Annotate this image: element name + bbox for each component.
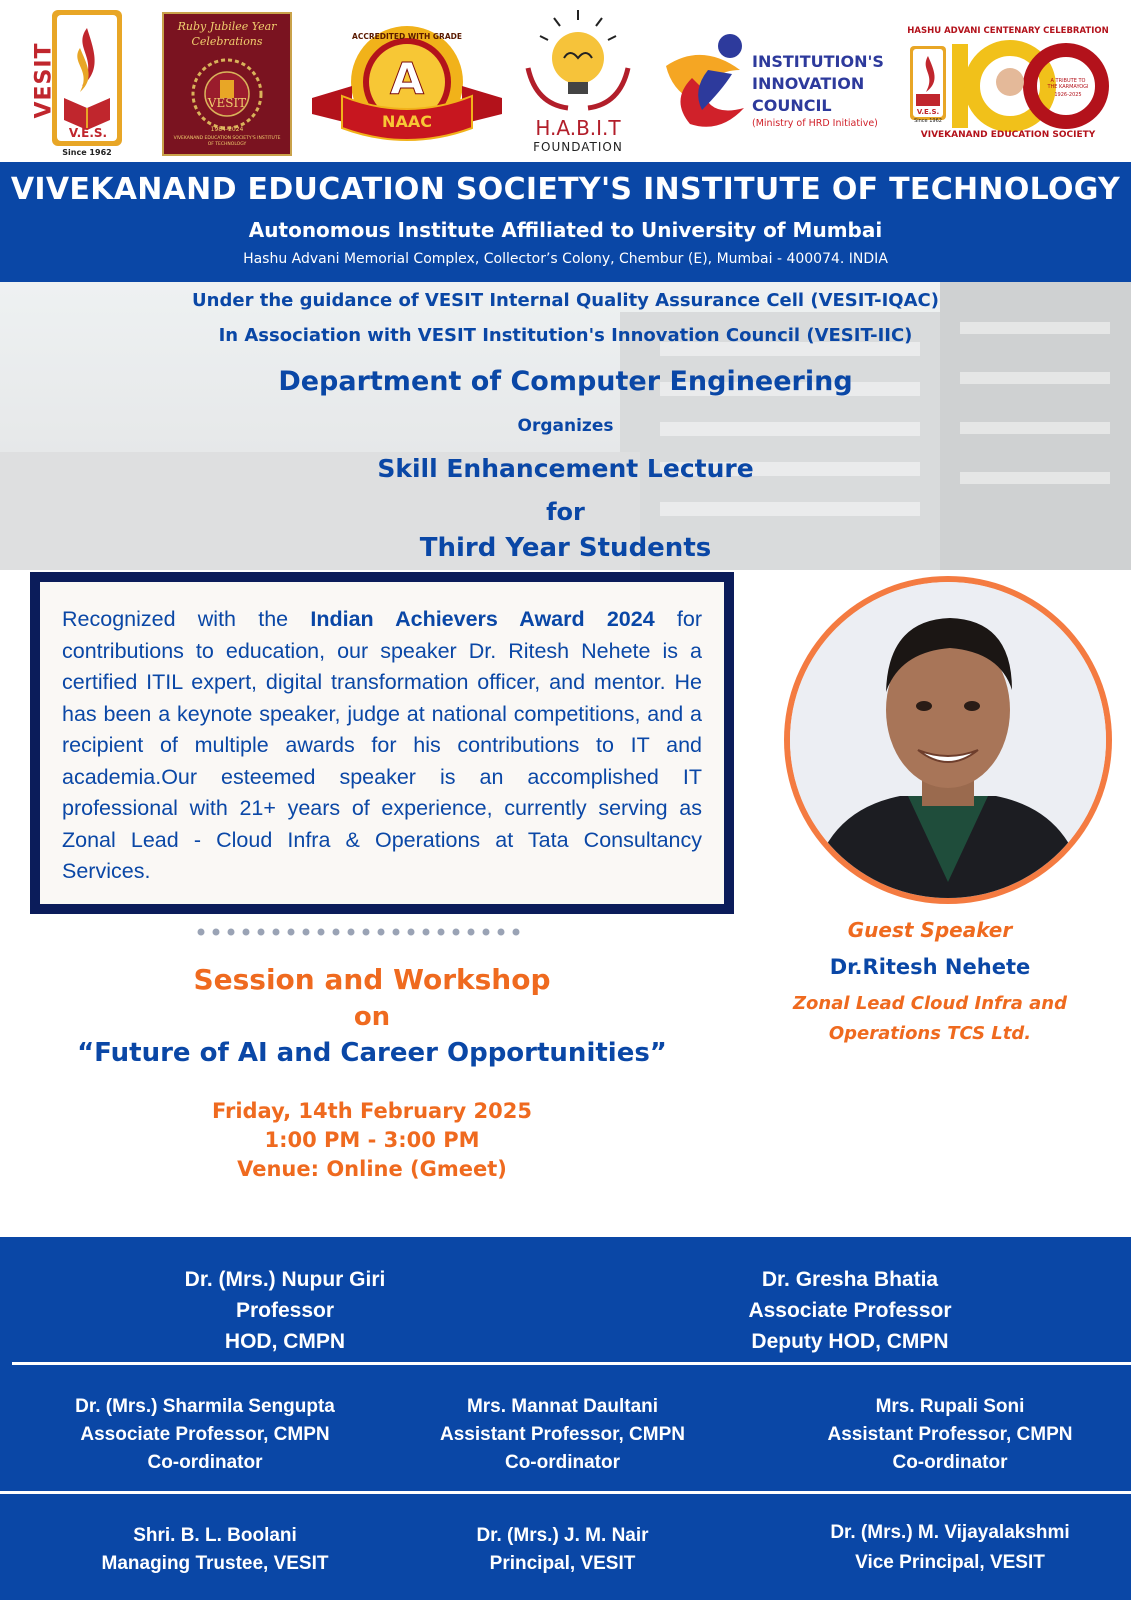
- session-topic: “Future of AI and Career Opportunities”: [77, 1038, 667, 1068]
- institute-name: VIVEKANAND EDUCATION SOCIETY'S INSTITUTE OF TECHNOLOGY: [10, 172, 1121, 207]
- naac-logo: [312, 24, 502, 144]
- footer-person: [400, 1393, 725, 1477]
- centenary-badge-text: V.E.S.: [916, 108, 940, 116]
- bio-award: Indian Achievers Award 2024: [310, 607, 655, 631]
- person-role: Vice Principal, VESIT: [855, 1552, 1045, 1573]
- bio-pre: Recognized with the: [62, 607, 311, 631]
- person-name: Dr. Gresha Bhatia: [761, 1268, 939, 1291]
- centenary-since: Since 1962: [914, 118, 942, 124]
- person-role: HOD, CMPN: [224, 1330, 346, 1353]
- ruby-jubilee-logo: [162, 12, 292, 156]
- speaker-designation-2: Operations TCS Ltd.: [828, 1023, 1032, 1044]
- footer-person: [30, 1393, 380, 1477]
- ruby-line1: Ruby Jubilee Year: [177, 20, 277, 33]
- bio-post: for contributions to education, our speaker Dr. Ritesh Nehete is a certified ITIL expert, digital transformation officer, and mentor. He has been a keynote speaker, judge at national competitions, and a recipient of multiple awards for his contributions to IT and academia.Our esteemed speaker is an accomplished IT professional with 21+ years of experience, currently serving as Zonal Lead - Cloud Infra & Operations at Tata Consultancy Services.: [62, 607, 703, 883]
- person-name: Shri. B. L. Boolani: [133, 1525, 297, 1546]
- audience-title: Third Year Students: [419, 533, 712, 563]
- footer-person: [780, 1518, 1120, 1578]
- footer-person: [410, 1522, 715, 1578]
- centenary-bottom: VIVEKANAND EDUCATION SOCIETY: [920, 130, 1096, 140]
- centenary-top: HASHU ADVANI CENTENARY CELEBRATION: [907, 26, 1109, 36]
- person-title: Professor: [235, 1299, 335, 1322]
- footer-person: [780, 1393, 1120, 1477]
- vesit-logo: [22, 8, 126, 158]
- person-name: Mrs. Mannat Daultani: [466, 1396, 659, 1417]
- iic-line2: INNOVATION: [752, 74, 865, 93]
- footer-person: [60, 1522, 370, 1578]
- centenary-tribute: A TRIBUTE TO THE KARMAYOGI: [1047, 78, 1089, 90]
- naac-ring-text: ACCREDITED WITH GRADE: [352, 32, 462, 41]
- session-venue: Venue: Online (Gmeet): [237, 1157, 507, 1181]
- person-title: Assistant Professor, CMPN: [827, 1424, 1073, 1445]
- logo-row: [0, 0, 1131, 162]
- association-text: In Association with VESIT Institution's Innovation Council (VESIT-IIC): [218, 325, 913, 346]
- institute-address: Hashu Advani Memorial Complex, Collector’s Colony, Chembur (E), Mumbai - 400074. INDIA: [243, 251, 888, 267]
- person-role: Co-ordinator: [147, 1452, 263, 1473]
- person-role: Managing Trustee, VESIT: [101, 1553, 329, 1574]
- vesit-since: Since 1962: [62, 148, 112, 157]
- department-title: Department of Computer Engineering: [278, 366, 853, 397]
- centenary-logo: [906, 22, 1110, 146]
- speaker-name: Dr.Ritesh Nehete: [829, 955, 1031, 979]
- iic-line4: (Ministry of HRD Initiative): [752, 118, 878, 129]
- person-title: Assistant Professor, CMPN: [440, 1424, 685, 1445]
- person-name: Dr. (Mrs.) J. M. Nair: [476, 1525, 649, 1546]
- person-name: Dr. (Mrs.) M. Vijayalakshmi: [830, 1522, 1070, 1543]
- guest-speaker-label: Guest Speaker: [847, 918, 1013, 942]
- person-role: Principal, VESIT: [489, 1553, 636, 1574]
- institute-affiliation: Autonomous Institute Affiliated to University of Mumbai: [248, 218, 883, 242]
- habit-sub: FOUNDATION: [533, 140, 623, 154]
- person-role: Co-ordinator: [892, 1452, 1008, 1473]
- session-title: Session and Workshop: [193, 963, 551, 996]
- organizes-text: Organizes: [517, 416, 614, 436]
- person-role: Co-ordinator: [504, 1452, 621, 1473]
- person-title: Associate Professor, CMPN: [80, 1424, 330, 1445]
- for-text: for: [546, 498, 585, 526]
- session-time: 1:00 PM - 3:00 PM: [264, 1128, 480, 1152]
- speaker-photo: [790, 582, 1106, 898]
- habit-name: H.A.B.I.T: [535, 116, 621, 140]
- iic-line1: INSTITUTION'S: [752, 52, 884, 71]
- person-role: Deputy HOD, CMPN: [751, 1330, 949, 1353]
- person-name: Dr. (Mrs.) Sharmila Sengupta: [75, 1396, 335, 1417]
- session-date: Friday, 14th February 2025: [211, 1099, 533, 1123]
- lecture-title: Skill Enhancement Lecture: [377, 454, 754, 483]
- centenary-years: 1926-2025: [1054, 92, 1082, 98]
- ruby-years: 1984-2024: [210, 126, 244, 133]
- ruby-footer: VIVEKANAND EDUCATION SOCIETY'S INSTITUTE OF TECHNOLOGY: [173, 136, 281, 147]
- ruby-wreath-icon: [187, 54, 267, 134]
- person-name: Dr. (Mrs.) Nupur Giri: [184, 1268, 386, 1291]
- vesit-badge-text: V.E.S.: [68, 126, 108, 140]
- ruby-name: VESIT: [207, 96, 247, 110]
- vesit-vertical-text: VESIT: [31, 42, 57, 119]
- footer-person: [670, 1264, 1030, 1357]
- person-title: Associate Professor: [748, 1299, 952, 1322]
- iic-line3: COUNCIL: [752, 96, 832, 115]
- dotted-separator: [196, 926, 526, 938]
- speaker-bio: [62, 604, 702, 888]
- footer-divider-1: [12, 1362, 1131, 1365]
- footer-person: [110, 1264, 460, 1357]
- person-name: Mrs. Rupali Soni: [875, 1396, 1025, 1417]
- iic-logo: [662, 30, 888, 140]
- ruby-line2: Celebrations: [191, 35, 263, 48]
- speaker-designation-1: Zonal Lead Cloud Infra and: [793, 993, 1067, 1014]
- naac-grade: A: [389, 54, 425, 105]
- footer-divider-2: [0, 1491, 1131, 1494]
- naac-label: NAAC: [382, 112, 432, 131]
- habit-logo: [518, 8, 638, 158]
- guidance-text: Under the guidance of VESIT Internal Quality Assurance Cell (VESIT-IQAC): [192, 290, 939, 311]
- session-on: on: [353, 1002, 391, 1032]
